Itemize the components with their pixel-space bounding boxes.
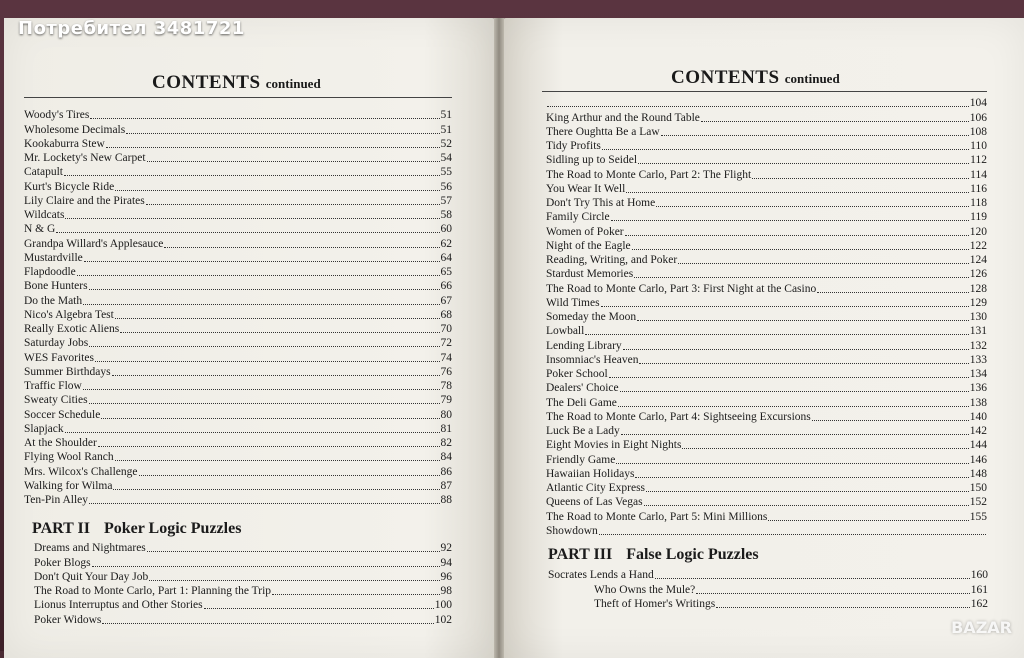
toc-entry <box>546 324 987 338</box>
toc-entry <box>546 153 987 167</box>
toc-entry <box>24 365 452 379</box>
right-heading <box>671 67 840 89</box>
toc-entry-title: N & G <box>24 223 56 236</box>
toc-leader-dots <box>611 220 970 221</box>
toc-entry-page: 66 <box>440 280 452 293</box>
toc-entry <box>546 139 987 153</box>
toc-entry-title: Luck Be a Lady <box>546 425 620 437</box>
toc-entry-page: 119 <box>970 211 987 224</box>
toc-entry-title: Reading, Writing, and Poker <box>546 254 678 266</box>
toc-entry <box>24 137 452 151</box>
toc-entry <box>546 267 987 281</box>
toc-entry-title: The Road to Monte Carlo, Part 4: Sightseeing Excursions <box>546 410 811 423</box>
toc-entry <box>546 424 987 438</box>
toc-leader-dots <box>89 403 440 404</box>
toc-leader-dots <box>678 263 969 264</box>
part-title: Poker Logic Puzzles <box>103 520 242 537</box>
toc-leader-dots <box>655 578 970 579</box>
toc-entry <box>546 509 987 523</box>
left-heading <box>152 72 321 94</box>
toc-entry-page: 94 <box>440 556 452 569</box>
toc-entry-title: Grandpa Willard's Applesauce <box>24 237 164 250</box>
toc-leader-dots <box>621 434 969 435</box>
toc-entry <box>34 555 452 569</box>
toc-entry-page: 118 <box>970 197 987 209</box>
toc-entry-title: Saturday Jobs <box>24 337 89 350</box>
toc-entry <box>546 524 987 538</box>
toc-leader-dots <box>101 418 439 419</box>
toc-entry <box>546 310 987 324</box>
toc-entry <box>546 196 987 210</box>
toc-entry-title: Flying Wool Ranch <box>24 451 114 464</box>
toc-entry-title: Lowball <box>546 325 585 338</box>
toc-leader-dots <box>547 106 969 107</box>
toc-entry <box>546 467 987 481</box>
toc-entry-title: Hawaiian Holidays <box>546 467 635 480</box>
toc-entry-title: Don't Try This at Home <box>546 197 656 209</box>
toc-entry-title: Ten-Pin Alley <box>24 494 89 506</box>
toc-leader-dots <box>92 566 440 567</box>
toc-leader-dots <box>56 232 439 233</box>
bazar-logo: BAZAR <box>951 618 1012 637</box>
toc-leader-dots <box>89 289 440 290</box>
toc-entry-page: 161 <box>970 583 988 596</box>
toc-entry <box>24 493 452 507</box>
toc-leader-dots <box>83 389 440 390</box>
toc-entry-page: 51 <box>440 123 452 136</box>
toc-entry-page: 114 <box>970 168 987 181</box>
toc-entry <box>24 479 452 493</box>
toc-entry-title: Walking for Wilma <box>24 479 113 492</box>
toc-entry-page: 148 <box>969 467 987 480</box>
toc-leader-dots <box>637 320 969 321</box>
toc-entry-title: Summer Birthdays <box>24 365 111 378</box>
toc-entry-page: 150 <box>969 482 987 494</box>
toc-entry <box>548 568 988 582</box>
toc-leader-dots <box>90 118 439 119</box>
right-part-heading <box>548 546 759 564</box>
toc-entry <box>24 122 452 136</box>
toc-leader-dots <box>115 318 440 319</box>
right-heading-sub: continued <box>784 71 840 86</box>
toc-entry <box>546 495 987 509</box>
toc-leader-dots <box>102 623 433 624</box>
toc-entry-title: Kurt's Bicycle Ride <box>24 180 115 193</box>
toc-leader-dots <box>639 363 968 364</box>
toc-leader-dots <box>164 247 439 248</box>
toc-leader-dots <box>64 175 440 176</box>
toc-entry <box>24 308 452 322</box>
toc-entry-title: Mrs. Wilcox's Challenge <box>24 465 138 478</box>
toc-entry-page: 74 <box>440 351 452 364</box>
toc-leader-dots <box>601 306 969 307</box>
toc-entry-page: 87 <box>440 479 452 492</box>
toc-entry-page: 52 <box>440 137 452 150</box>
toc-leader-dots <box>599 534 986 535</box>
toc-entry <box>24 422 452 436</box>
toc-entry-title: Dealers' Choice <box>546 382 619 395</box>
toc-entry <box>24 222 452 236</box>
toc-entry <box>546 125 987 139</box>
toc-entry <box>24 236 452 250</box>
toc-entry-title: Do the Math <box>24 294 83 307</box>
toc-entry <box>548 582 988 596</box>
toc-entry-title: The Road to Monte Carlo, Part 1: Planning the Trip <box>34 585 272 597</box>
toc-leader-dots <box>115 190 439 191</box>
toc-leader-dots <box>98 446 440 447</box>
toc-entry-title: Night of the Eagle <box>546 239 631 252</box>
toc-entry-title: Mr. Lockety's New Carpet <box>24 152 146 164</box>
toc-entry-title: Tidy Profits <box>546 140 601 152</box>
toc-entry-page: 55 <box>440 166 452 179</box>
toc-entry <box>546 338 987 352</box>
toc-entry <box>546 182 987 196</box>
left-toc-list <box>24 108 452 507</box>
toc-entry-title: Sweaty Cities <box>24 394 88 407</box>
toc-leader-dots <box>623 349 969 350</box>
toc-leader-dots <box>95 361 440 362</box>
toc-entry-title: Socrates Lends a Hand <box>548 569 654 582</box>
toc-entry-page: 128 <box>969 282 987 295</box>
toc-entry <box>546 239 987 253</box>
toc-entry <box>34 584 452 598</box>
toc-entry-page: 146 <box>969 453 987 466</box>
toc-leader-dots <box>89 503 439 504</box>
toc-entry-title: The Road to Monte Carlo, Part 5: Mini Millions <box>546 510 768 523</box>
toc-entry-title: Really Exotic Aliens <box>24 323 120 335</box>
toc-entry <box>546 210 987 224</box>
toc-entry-title: Soccer Schedule <box>24 408 101 421</box>
toc-entry-title: Stardust Memories <box>546 268 634 281</box>
toc-entry-title: WES Favorites <box>24 351 94 364</box>
toc-leader-dots <box>106 147 440 148</box>
toc-leader-dots <box>120 332 439 333</box>
toc-leader-dots <box>618 406 969 407</box>
toc-entry-page: 106 <box>969 111 987 124</box>
toc-entry-page: 120 <box>969 225 987 238</box>
toc-entry-page: 130 <box>969 311 987 323</box>
toc-entry-title: At the Shoulder <box>24 437 97 449</box>
toc-leader-dots <box>585 334 968 335</box>
toc-entry <box>24 436 452 450</box>
toc-entry-title: Traffic Flow <box>24 380 82 392</box>
part-label: PART II <box>32 520 90 537</box>
toc-entry <box>24 350 452 364</box>
toc-entry-title: Poker School <box>546 368 608 380</box>
toc-entry-title: Woody's Tires <box>24 109 90 122</box>
toc-entry <box>24 464 452 478</box>
toc-entry-page: 51 <box>440 109 452 122</box>
toc-entry-title: The Deli Game <box>546 396 617 409</box>
toc-entry-title: Lionus Interruptus and Other Stories <box>34 599 203 612</box>
toc-leader-dots <box>65 218 439 219</box>
toc-entry-page: 116 <box>970 182 987 195</box>
toc-entry-title: Atlantic City Express <box>546 482 646 494</box>
toc-leader-dots <box>768 520 968 521</box>
toc-entry-title: Flapdoodle <box>24 266 76 278</box>
toc-entry-page: 86 <box>440 465 452 478</box>
toc-entry <box>24 379 452 393</box>
toc-entry <box>548 597 988 611</box>
toc-entry-page: 102 <box>434 613 452 626</box>
right-heading-title: CONTENTS <box>671 67 780 88</box>
toc-entry-page: 98 <box>440 585 452 597</box>
toc-entry-title: Eight Movies in Eight Nights <box>546 439 682 452</box>
toc-entry <box>546 253 987 267</box>
toc-entry <box>546 481 987 495</box>
toc-entry-title: Dreams and Nightmares <box>34 542 146 555</box>
toc-entry-page: 144 <box>969 439 987 452</box>
toc-leader-dots <box>682 448 968 449</box>
toc-leader-dots <box>632 249 969 250</box>
toc-leader-dots <box>638 163 969 164</box>
toc-entry-page: 65 <box>440 266 452 278</box>
toc-entry-title: Poker Blogs <box>34 556 91 569</box>
toc-entry <box>24 165 452 179</box>
toc-entry-page: 67 <box>440 294 452 307</box>
toc-entry-page: 104 <box>969 97 987 110</box>
left-heading-rule <box>24 97 452 98</box>
toc-leader-dots <box>139 475 440 476</box>
toc-leader-dots <box>126 133 439 134</box>
toc-leader-dots <box>115 460 440 461</box>
toc-entry-page: 110 <box>970 140 987 152</box>
toc-entry-page: 64 <box>440 251 452 264</box>
toc-entry-title: Showdown <box>546 524 598 537</box>
toc-entry-page: 108 <box>969 125 987 138</box>
toc-entry-page: 142 <box>969 425 987 437</box>
toc-leader-dots <box>620 391 969 392</box>
toc-leader-dots <box>625 235 969 236</box>
toc-entry-page: 129 <box>969 296 987 309</box>
toc-leader-dots <box>602 149 969 150</box>
toc-leader-dots <box>77 275 440 276</box>
toc-leader-dots <box>812 420 969 421</box>
toc-entry-page: 80 <box>440 408 452 421</box>
toc-entry-page: 57 <box>440 194 452 207</box>
toc-entry-page: 140 <box>969 410 987 423</box>
toc-entry <box>24 265 452 279</box>
toc-entry-title: Mustardville <box>24 251 83 264</box>
toc-leader-dots <box>84 261 440 262</box>
toc-entry-page: 82 <box>440 437 452 449</box>
toc-entry-page: 131 <box>969 325 987 338</box>
right-toc-list <box>546 96 987 538</box>
toc-entry-page: 78 <box>440 380 452 392</box>
toc-entry <box>546 281 987 295</box>
toc-leader-dots <box>716 607 970 608</box>
toc-entry <box>546 367 987 381</box>
toc-entry <box>546 96 987 110</box>
toc-leader-dots <box>635 477 968 478</box>
toc-entry-page: 88 <box>440 494 452 506</box>
toc-leader-dots <box>112 375 440 376</box>
toc-entry-page: 134 <box>969 368 987 380</box>
toc-entry-title: Poker Widows <box>34 613 102 626</box>
toc-entry <box>24 251 452 265</box>
toc-entry <box>24 336 452 350</box>
toc-entry <box>546 167 987 181</box>
toc-entry-title: Slapjack <box>24 422 64 435</box>
toc-entry-page: 79 <box>440 394 452 407</box>
toc-leader-dots <box>149 580 439 581</box>
toc-leader-dots <box>634 277 969 278</box>
toc-entry <box>24 407 452 421</box>
toc-entry-page: 112 <box>970 154 987 167</box>
toc-entry-title: Sidling up to Seidel <box>546 154 638 167</box>
toc-entry-page: 138 <box>969 396 987 409</box>
left-heading-sub: continued <box>265 76 321 91</box>
toc-entry-page: 126 <box>969 268 987 281</box>
toc-entry-title: Insomniac's Heaven <box>546 353 639 366</box>
toc-leader-dots <box>626 192 969 193</box>
toc-entry-title: Someday the Moon <box>546 311 637 323</box>
toc-entry-page: 96 <box>440 570 452 583</box>
toc-entry <box>546 395 987 409</box>
toc-entry-page: 92 <box>440 542 452 555</box>
toc-entry <box>546 296 987 310</box>
toc-leader-dots <box>272 594 439 595</box>
toc-entry <box>24 322 452 336</box>
toc-entry <box>24 293 452 307</box>
part-label: PART III <box>548 546 613 563</box>
toc-entry-page: 133 <box>969 353 987 366</box>
toc-entry-page: 162 <box>970 597 988 610</box>
toc-entry <box>24 279 452 293</box>
toc-leader-dots <box>89 346 439 347</box>
toc-entry-page: 58 <box>440 209 452 221</box>
toc-entry-title: Catapult <box>24 166 63 179</box>
toc-entry-title: You Wear It Well <box>546 182 626 195</box>
toc-entry-title: There Oughtta Be a Law <box>546 125 660 138</box>
toc-entry-title: Lending Library <box>546 339 622 352</box>
toc-entry <box>24 450 452 464</box>
part-title: False Logic Puzzles <box>626 546 759 563</box>
toc-leader-dots <box>661 135 969 136</box>
toc-leader-dots <box>701 121 969 122</box>
toc-entry <box>24 108 452 122</box>
book-spine <box>494 18 504 658</box>
toc-entry-page: 60 <box>440 223 452 236</box>
right-part-toc-list <box>548 568 988 611</box>
toc-entry <box>34 541 452 555</box>
toc-leader-dots <box>752 178 969 179</box>
left-part-heading <box>32 520 241 538</box>
toc-entry-title: Women of Poker <box>546 225 624 238</box>
toc-entry <box>24 393 452 407</box>
toc-entry-title: Wholesome Decimals <box>24 123 126 136</box>
toc-entry-title: King Arthur and the Round Table <box>546 111 700 124</box>
toc-entry-title: Wildcats <box>24 209 65 221</box>
toc-leader-dots <box>147 161 440 162</box>
toc-entry-page: 160 <box>970 569 988 582</box>
toc-leader-dots <box>204 608 434 609</box>
toc-entry <box>546 438 987 452</box>
toc-entry-title: Friendly Game <box>546 453 616 466</box>
toc-leader-dots <box>656 206 969 207</box>
toc-leader-dots <box>646 491 969 492</box>
toc-entry-page: 62 <box>440 237 452 250</box>
toc-entry-page: 124 <box>969 254 987 266</box>
toc-entry-page: 136 <box>969 382 987 395</box>
left-part-toc-list <box>34 541 452 627</box>
toc-entry <box>24 208 452 222</box>
toc-entry-page: 100 <box>434 599 452 612</box>
toc-entry-title: The Road to Monte Carlo, Part 3: First Night at the Casino <box>546 282 817 295</box>
toc-entry <box>24 194 452 208</box>
toc-entry-page: 152 <box>969 496 987 509</box>
toc-leader-dots <box>817 292 969 293</box>
toc-entry-title: The Road to Monte Carlo, Part 2: The Flight <box>546 168 752 181</box>
toc-entry-page: 54 <box>440 152 452 164</box>
toc-entry <box>546 410 987 424</box>
toc-entry-title: Wild Times <box>546 296 600 309</box>
toc-entry <box>546 353 987 367</box>
toc-entry-title: Family Circle <box>546 211 610 224</box>
toc-leader-dots <box>83 304 439 305</box>
toc-entry <box>34 570 452 584</box>
toc-leader-dots <box>616 463 968 464</box>
left-heading-title: CONTENTS <box>152 72 261 93</box>
right-heading-rule <box>542 91 987 92</box>
toc-entry-page: 132 <box>969 339 987 352</box>
toc-entry-title: Nico's Algebra Test <box>24 308 114 321</box>
toc-leader-dots <box>147 551 440 552</box>
toc-entry-title: Theft of Homer's Writings <box>594 597 716 610</box>
toc-entry-page: 155 <box>969 510 987 523</box>
toc-leader-dots <box>696 593 970 594</box>
toc-entry-title: Queens of Las Vegas <box>546 496 643 509</box>
toc-entry-page: 72 <box>440 337 452 350</box>
toc-entry-page: 122 <box>969 239 987 252</box>
toc-entry <box>546 381 987 395</box>
toc-entry <box>24 151 452 165</box>
toc-entry-title: Who Owns the Mule? <box>594 583 696 596</box>
toc-entry-title: Kookaburra Stew <box>24 137 105 150</box>
toc-entry-page: 70 <box>440 323 452 335</box>
toc-leader-dots <box>146 204 440 205</box>
toc-entry-page: 81 <box>440 422 452 435</box>
toc-entry-page: 56 <box>440 180 452 193</box>
toc-entry-page: 68 <box>440 308 452 321</box>
toc-leader-dots <box>113 489 439 490</box>
toc-entry-page: 84 <box>440 451 452 464</box>
toc-entry <box>34 612 452 626</box>
toc-entry <box>546 110 987 124</box>
toc-entry-page: 76 <box>440 365 452 378</box>
toc-leader-dots <box>65 432 440 433</box>
toc-entry <box>546 452 987 466</box>
toc-leader-dots <box>609 377 969 378</box>
toc-entry <box>546 224 987 238</box>
toc-entry-title: Bone Hunters <box>24 280 88 293</box>
toc-leader-dots <box>644 505 969 506</box>
toc-entry <box>24 179 452 193</box>
uploader-watermark: Потребител 3481721 <box>18 18 245 39</box>
toc-entry-title: Lily Claire and the Pirates <box>24 194 145 207</box>
toc-entry <box>34 598 452 612</box>
toc-entry-title: Don't Quit Your Day Job <box>34 570 149 583</box>
